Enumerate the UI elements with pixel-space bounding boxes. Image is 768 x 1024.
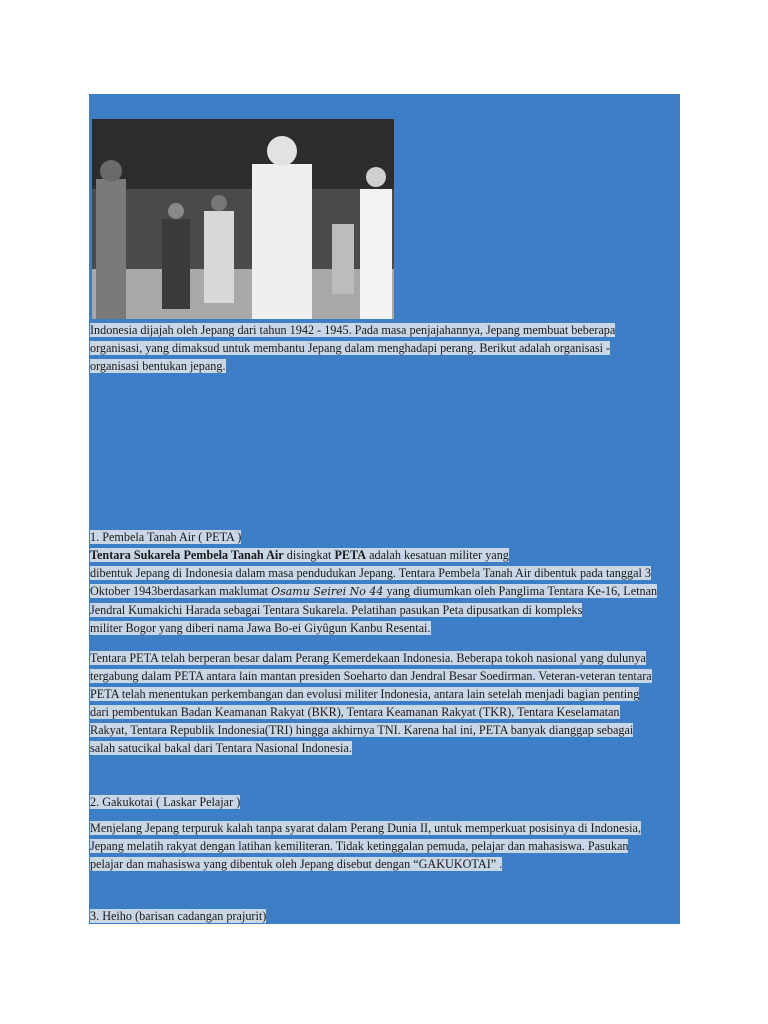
section-1-paragraph-2 [90,649,680,757]
paragraph-line: PETA telah menentukan perkembangan dan evolusi militer Indonesia, antara lain setelah menjadi bagian penting [90,687,640,701]
section-1-heading: 1. Pembela Tanah Air ( PETA ) [90,530,242,544]
paragraph-line: Menjelang Jepang terpuruk kalah tanpa syarat dalam Perang Dunia II, untuk memperkuat posisinya di Indonesia, [90,821,641,835]
paragraph-line: dibentuk Jepang di Indonesia dalam masa pendudukan Jepang. Tentara Pembela Tanah Air dibentuk pada tanggal 3 [90,566,652,580]
intro-paragraph [90,321,680,375]
paragraph-line: militer Bogor yang diberi nama Jawa Bo-ei Giyûgun Kanbu Resentai. [90,621,431,635]
section-3-heading-block [90,907,680,924]
paragraph-line: Jepang melatih rakyat dengan latihan kemiliteran. Tidak ketinggalan pemuda, pelajar dan mahasiswa. Pasukan [90,839,629,853]
text-run: disingkat [283,548,335,562]
paragraph-line: tergabung dalam PETA antara lain mantan presiden Soeharto dan Jendral Besar Soedirman. Veteran-veteran tentara [90,669,652,683]
paragraph-line: Rakyat, Tentara Republik Indonesia(TRI) hingga akhirnya TNI. Karena hal ini, PETA banyak dianggap sebagai [90,723,634,737]
paragraph-line: pelajar dan mahasiswa yang dibentuk oleh Jepang disebut dengan “GAKUKOTAI” . [90,857,503,871]
paragraph-line: dari pembentukan Badan Keamanan Rakyat (BKR), Tentara Keamanan Rakyat (TKR), Tentara Keselamatan [90,705,620,719]
osamu-seirei-italic: Osamu Seirei No 44 [271,585,384,598]
text-run: Oktober 1943berdasarkan maklumat [90,584,272,598]
section-2-heading-block [90,793,680,811]
peta-abbrev: PETA [334,548,367,562]
historical-photo [92,119,394,319]
intro-line: organisasi, yang dimaksud untuk membantu Jepang dalam menghadapi perang. Berikut adalah organisasi - [90,341,611,355]
section-1 [90,528,680,637]
document-page [89,94,680,924]
intro-line: organisasi bentukan jepang. [90,359,226,373]
section-2-paragraph [90,819,680,873]
intro-line: Indonesia dijajah oleh Jepang dari tahun 1942 - 1945. Pada masa penjajahannya, Jepang membuat beberapa [90,323,616,337]
text-run: yang diumumkan oleh Panglima Tentara Ke-16, Letnan [383,584,658,598]
section-3-heading: 3. Heiho (barisan cadangan prajurit) [90,909,267,923]
peta-bold-term: Tentara Sukarela Pembela Tanah Air [90,548,284,562]
paragraph-line: Jendral Kumakichi Harada sebagai Tentara Sukarela. Pelatihan pasukan Peta dipusatkan di kompleks [90,603,583,617]
text-run: adalah kesatuan militer yang [366,548,509,562]
paragraph-line: Tentara PETA telah berperan besar dalam Perang Kemerdekaan Indonesia. Beberapa tokoh nasional yang dulunya [90,651,646,665]
section-2-heading: 2. Gakukotai ( Laskar Pelajar ) [90,795,241,809]
paragraph-line: salah satucikal bakal dari Tentara Nasional Indonesia. [90,741,352,755]
